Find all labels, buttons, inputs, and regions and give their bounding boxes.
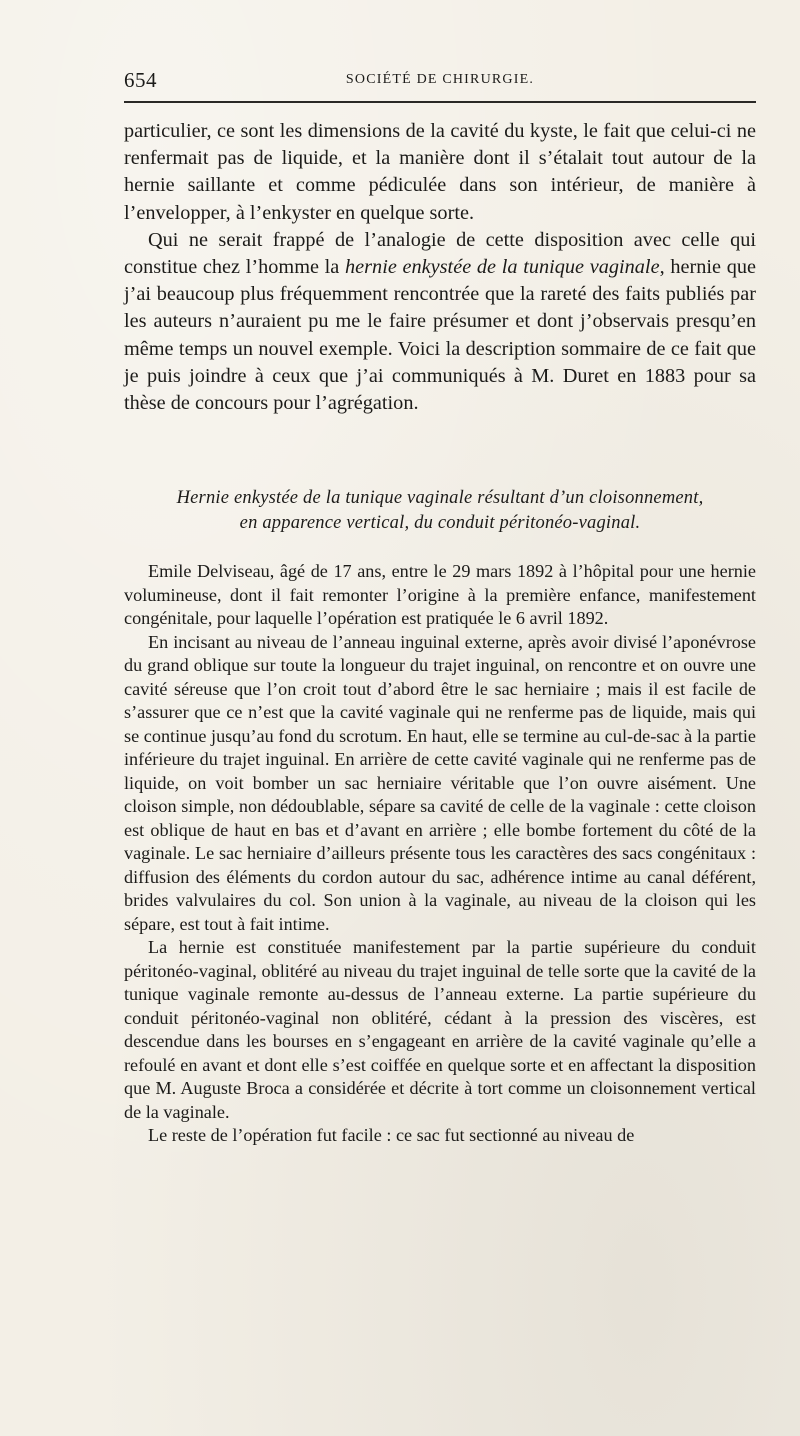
intro-text: [124, 118, 756, 417]
running-head: SOCIÉTÉ DE CHIRURGIE.: [345, 72, 535, 87]
intro-paragraph-2: [124, 227, 756, 417]
case-paragraph-3: La hernie est constituée manifestement par la partie supérieure du conduit péritonéo-vaginal, oblitéré au niveau du trajet inguinal de telle sorte que la cavité de la tunique vaginale remonte au-dessus de l’anneau externe. La partie supérieure du conduit péritonéo-vaginal non oblitéré, cédant à la pression des viscères, est descendue dans les bourses en s’engageant en arrière de la cavité vaginale qu’elle a refoulé en avant et dont elle s’est coiffée en quelque sorte et en affectant la disposition que M. Auguste Broca a considérée et décrite à tort comme un cloisonnement vertical de la vaginale.: [124, 937, 756, 1122]
case-paragraph-1: Emile Delviseau, âgé de 17 ans, entre le 29 mars 1892 à l’hôpital pour une hernie volumineuse, dont il fait remonter l’origine à la première enfance, manifestement congénitale, pour laquelle l’opération est pratiquée le 6 avril 1892.: [124, 561, 756, 628]
case-report: [124, 560, 756, 1148]
page-number: 654: [124, 68, 157, 92]
case-heading-line-1: Hernie enkystée de la tunique vaginale résultant d’un cloisonnement,: [176, 488, 704, 508]
header-rule: [124, 101, 756, 103]
intro-paragraph-1: particulier, ce sont les dimensions de la cavité du kyste, le fait que celui-ci ne renfermait pas de liquide, et la manière dont il s’étalait tout autour de la hernie saillante et comme pédiculée dans son intérieur, de manière à l’envelopper, à l’enkyster en quelque sorte.: [124, 120, 756, 224]
case-heading-line-2: en apparence vertical, du conduit péritonéo-vaginal.: [239, 513, 641, 533]
intro-paragraph-2-start: Qui ne serait frappé de l’analogie de cette disposition avec celle qui constitue chez l’homme la: [124, 228, 756, 279]
case-paragraph-4: Le reste de l’opération fut facile : ce sac fut sectionné au niveau de: [148, 1125, 635, 1145]
case-paragraph-2: En incisant au niveau de l’anneau inguinal externe, après avoir divisé l’aponévrose du grand oblique sur toute la longueur du trajet inguinal, on rencontre et on ouvre une cavité séreuse que l’on croit tout d’abord être le sac herniaire ; mais il est facile de s’assurer que ce n’est que la cavité vaginale qui ne renferme pas de liquide, mais qui se continue jusqu’au fond du scrotum. En haut, elle se termine au cul-de-sac à la partie inférieure du trajet inguinal. En arrière de cette cavité vaginale qui ne renferme pas de liquide, on voit bomber un sac herniaire véritable que l’on ouvre aisément. Une cloison simple, non dédoublable, sépare sa cavité de celle de la vaginale : cette cloison est oblique de haut en bas et d’avant en arrière ; elle bombe fortement du côté de la vaginale. Le sac herniaire d’ailleurs présente tous les caractères des sacs congénitaux : diffusion des éléments du cordon autour du sac, adhérence intime au canal déférent, brides valvulaires du col. Son union à la vaginale, au niveau de la cloison qui les sépare, est tout à fait intime.: [124, 631, 756, 934]
page-header: [124, 64, 756, 94]
hernia-term: hernie enkystée de la tunique vaginale: [345, 256, 660, 279]
case-heading: [124, 486, 756, 536]
intro-paragraph-2-end: , hernie que j’ai beaucoup plus fréquemment rencontrée que la rareté des faits publiés par les auteurs n’auraient pu me le faire présumer et dont j’observais presqu’en même temps un nouvel exemple. Voici la description sommaire de ce fait que je puis joindre à ceux que j’ai communiqués à M. Duret en 1883 pour sa thèse de concours pour l’agrégation.: [124, 256, 756, 415]
